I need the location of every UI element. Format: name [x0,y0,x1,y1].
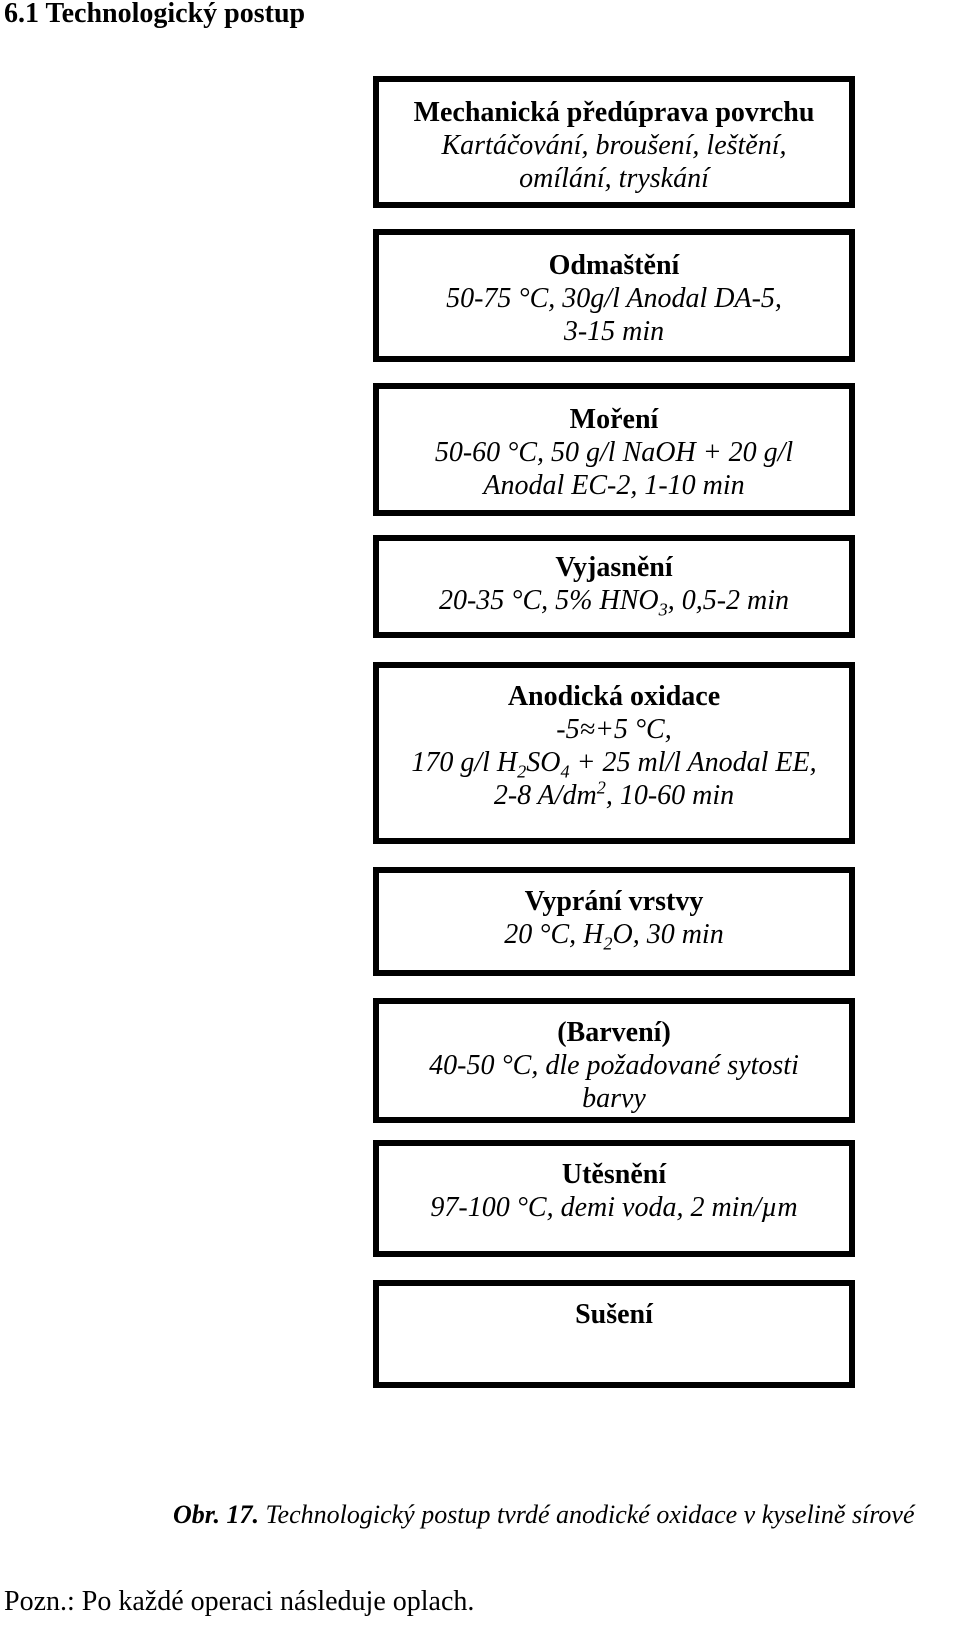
step-title: Moření [569,404,659,435]
process-step-sealing [373,1140,855,1257]
step-title: Anodická oxidace [507,681,721,712]
step-detail: barvy [582,1083,646,1114]
step-title: (Barvení) [557,1017,671,1048]
step-detail: 40-50 °C, dle požadované sytosti [429,1050,799,1081]
process-step-degreasing [373,229,855,362]
step-title: Mechanická předúprava povrchu [413,97,815,128]
step-detail: 20-35 °C, 5% $HNO_3$, 0,5-2 min [438,585,790,620]
step-title: Vyprání vrstvy [524,886,704,917]
step-title: Sušení [575,1299,653,1330]
step-detail: omílání, tryskání [519,163,709,194]
figure-label: Obr. 17. [173,1500,259,1529]
step-detail: 20 °C, $H_2O$, 30 min [504,919,724,954]
step-detail: 97-100 °C, demi voda, 2 min/µm [430,1192,798,1223]
step-detail: 2-8 $A/dm^2$, 10-60 min [493,777,735,811]
step-title: Utěsnění [561,1159,667,1190]
step-detail: 3-15 min [563,316,665,347]
step-detail: 50-75 °C, 30g/l Anodal DA-5, [446,283,782,314]
step-title: Odmaštění [548,250,680,281]
step-detail: Anodal EC-2, 1-10 min [483,470,745,501]
process-step-anodic-oxidation [373,662,855,844]
step-detail: 170 g/l $H_2SO_4 + 25$ ml/l Anodal EE, [411,747,817,782]
step-detail: -5≈+5 °C, [556,714,672,745]
process-step-brightening [373,535,855,638]
process-step-drying [373,1280,855,1388]
process-step-coloring [373,998,855,1123]
step-detail: 50-60 °C, 50 g/l NaOH + 20 g/l [434,437,794,468]
section-heading: 6.1 Technologický postup [4,0,306,29]
step-detail: Kartáčování, broušení, leštění, [441,130,787,161]
figure-caption-text: Technologický postup tvrdé anodické oxidace v kyselině sírové [258,1500,915,1529]
step-title: Vyjasnění [555,552,673,583]
process-step-pickling [373,383,855,516]
process-step-rinsing-layer [373,867,855,976]
figure-caption [173,1500,915,1530]
process-step-mechanical-pretreatment [373,76,855,208]
footnote: Pozn.: Po každé operaci následuje oplach. [4,1586,475,1617]
